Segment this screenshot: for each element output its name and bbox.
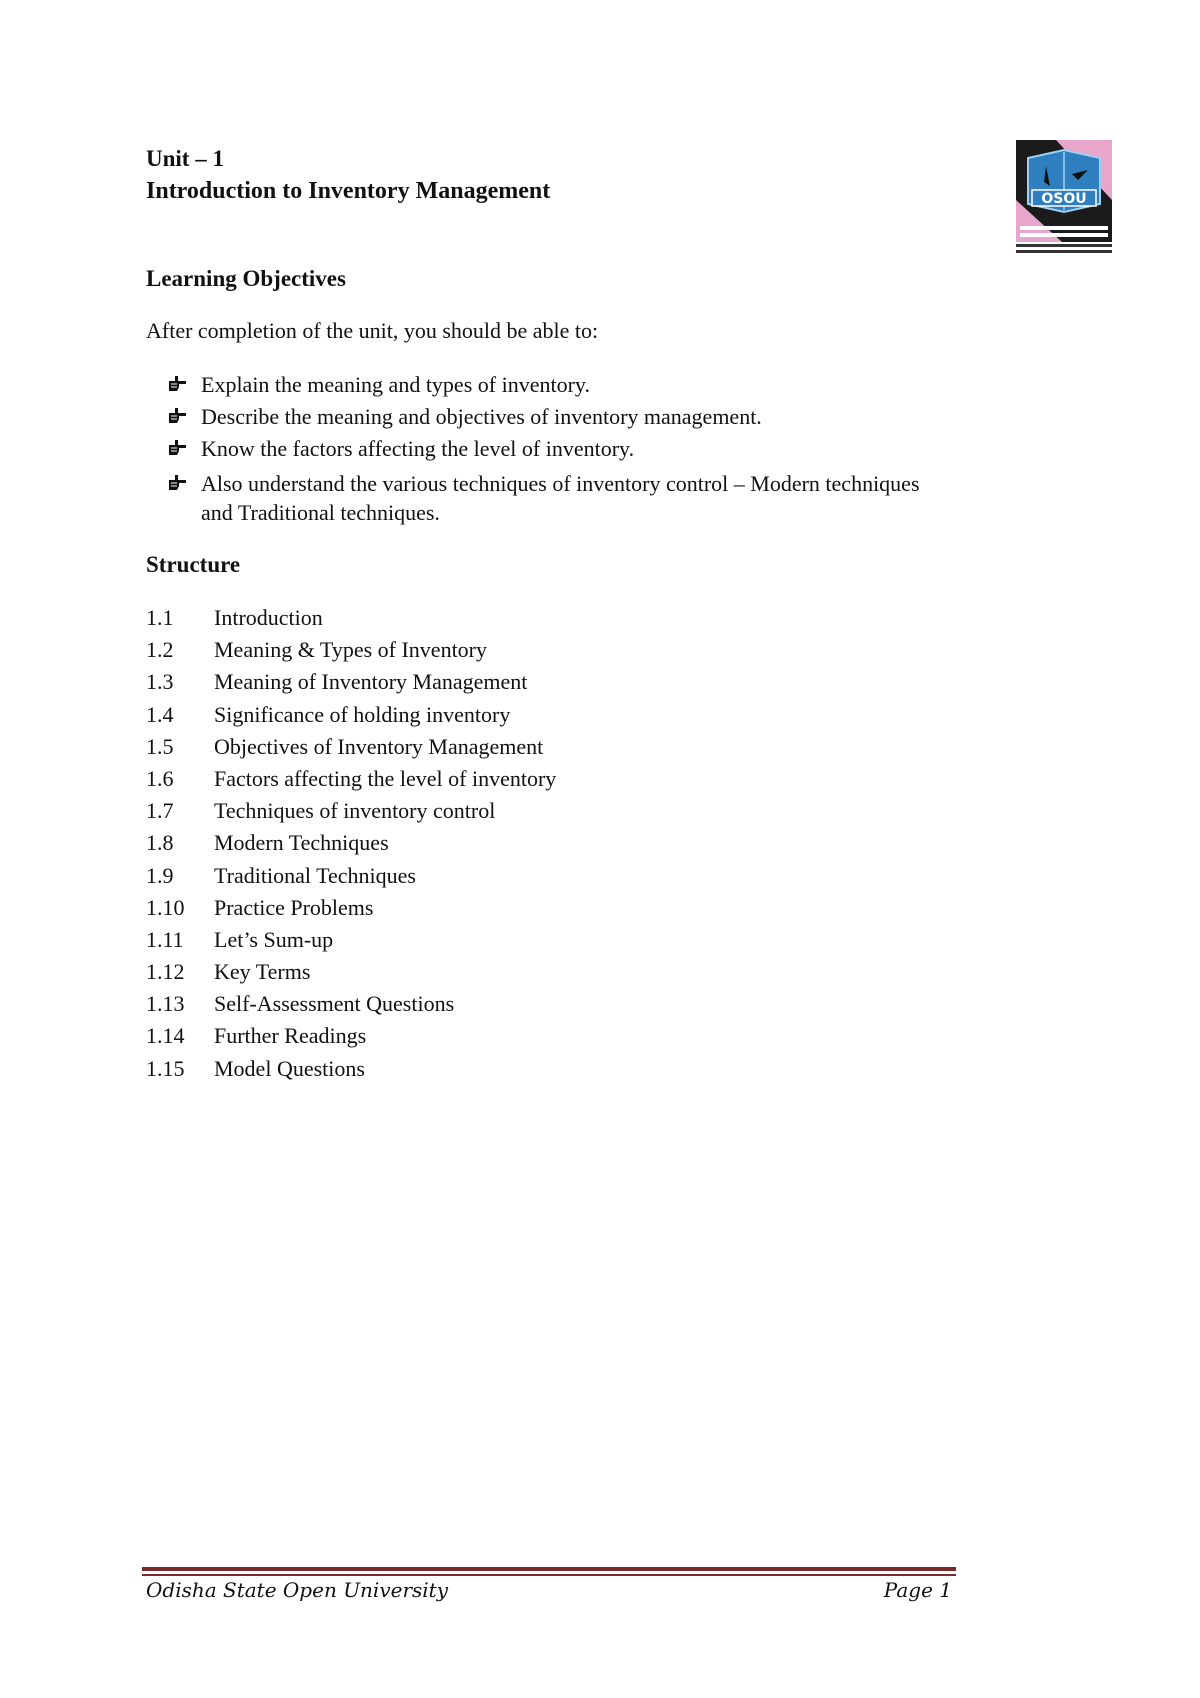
hand-pointer-icon (168, 474, 187, 491)
footer-rule (142, 1567, 956, 1571)
structure-item-number: 1.2 (146, 637, 174, 663)
structure-item (146, 924, 556, 956)
objective-text: Know the factors affecting the level of inventory. (201, 436, 635, 461)
footer-university: Odisha State Open University (146, 1578, 449, 1602)
structure-item-label: Further Readings (214, 1023, 367, 1049)
structure-item-number: 1.12 (146, 959, 185, 985)
structure-item (146, 892, 556, 924)
structure-item-label: Key Terms (214, 959, 311, 985)
footer-rule-thin (142, 1574, 956, 1576)
hand-pointer-icon (168, 439, 187, 456)
structure-item-label: Introduction (214, 605, 323, 630)
structure-item-number: 1.9 (146, 862, 174, 888)
objective-item (168, 434, 928, 463)
unit-title: Introduction to Inventory Management (146, 178, 551, 204)
objective-text: Describe the meaning and objectives of inventory management. (201, 404, 762, 429)
structure-item-label: Modern Techniques (214, 830, 389, 856)
structure-item-number: 1.11 (146, 926, 184, 952)
structure-item-number: 1.15 (146, 1055, 185, 1081)
objective-item (168, 370, 928, 399)
structure-item (146, 602, 556, 634)
learning-objectives-heading: Learning Objectives (146, 266, 346, 291)
structure-item (146, 956, 556, 988)
osou-logo-icon (1016, 140, 1112, 258)
structure-item (146, 763, 556, 795)
structure-item-label: Model Questions (214, 1055, 365, 1081)
structure-item-label: Objectives of Inventory Management (214, 733, 544, 759)
unit-label: Unit – 1 (146, 146, 224, 171)
structure-item (146, 666, 556, 698)
logo-text: OSOU (1041, 191, 1087, 207)
objective-item (168, 469, 928, 527)
structure-item-label: Factors affecting the level of inventory (214, 765, 557, 791)
structure-item (146, 860, 556, 892)
structure-item-label: Self-Assessment Questions (214, 991, 455, 1017)
structure-item (146, 827, 556, 859)
structure-item (146, 1020, 556, 1052)
learning-objectives-intro: After completion of the unit, you should be able to: (146, 318, 599, 343)
structure-item-label: Traditional Techniques (214, 862, 416, 888)
structure-item-label: Let’s Sum-up (214, 926, 334, 952)
hand-pointer-icon (168, 375, 187, 392)
structure-item (146, 1053, 556, 1085)
structure-item-label: Practice Problems (214, 894, 374, 920)
structure-list (146, 602, 556, 1085)
structure-item (146, 988, 556, 1020)
structure-item-number: 1.8 (146, 830, 174, 856)
structure-heading: Structure (146, 552, 241, 577)
objective-item (168, 402, 928, 431)
structure-item (146, 795, 556, 827)
footer-page-number: Page 1 (883, 1578, 952, 1602)
structure-item-label: Techniques of inventory control (214, 798, 496, 824)
objective-text: Explain the meaning and types of inventory. (201, 372, 590, 397)
structure-item-number: 1.14 (146, 1023, 185, 1049)
structure-item (146, 731, 556, 763)
learning-objectives-list (168, 370, 928, 527)
structure-item-number: 1.5 (146, 733, 174, 759)
hand-pointer-icon (168, 407, 187, 424)
structure-item-number: 1.13 (146, 991, 185, 1017)
structure-item-number: 1.7 (146, 798, 174, 824)
structure-item-label: Meaning of Inventory Management (214, 669, 528, 695)
structure-item-number: 1.1 (146, 605, 174, 630)
objective-text: Also understand the various techniques of inventory control – Modern techniques and Traditional techniques. (201, 471, 920, 525)
structure-item-number: 1.10 (146, 894, 185, 920)
structure-item (146, 634, 556, 666)
structure-item-number: 1.6 (146, 765, 174, 791)
structure-item (146, 699, 556, 731)
structure-item-number: 1.4 (146, 701, 174, 727)
structure-item-label: Meaning & Types of Inventory (214, 637, 488, 663)
structure-item-number: 1.3 (146, 669, 174, 695)
structure-item-label: Significance of holding inventory (214, 701, 511, 727)
